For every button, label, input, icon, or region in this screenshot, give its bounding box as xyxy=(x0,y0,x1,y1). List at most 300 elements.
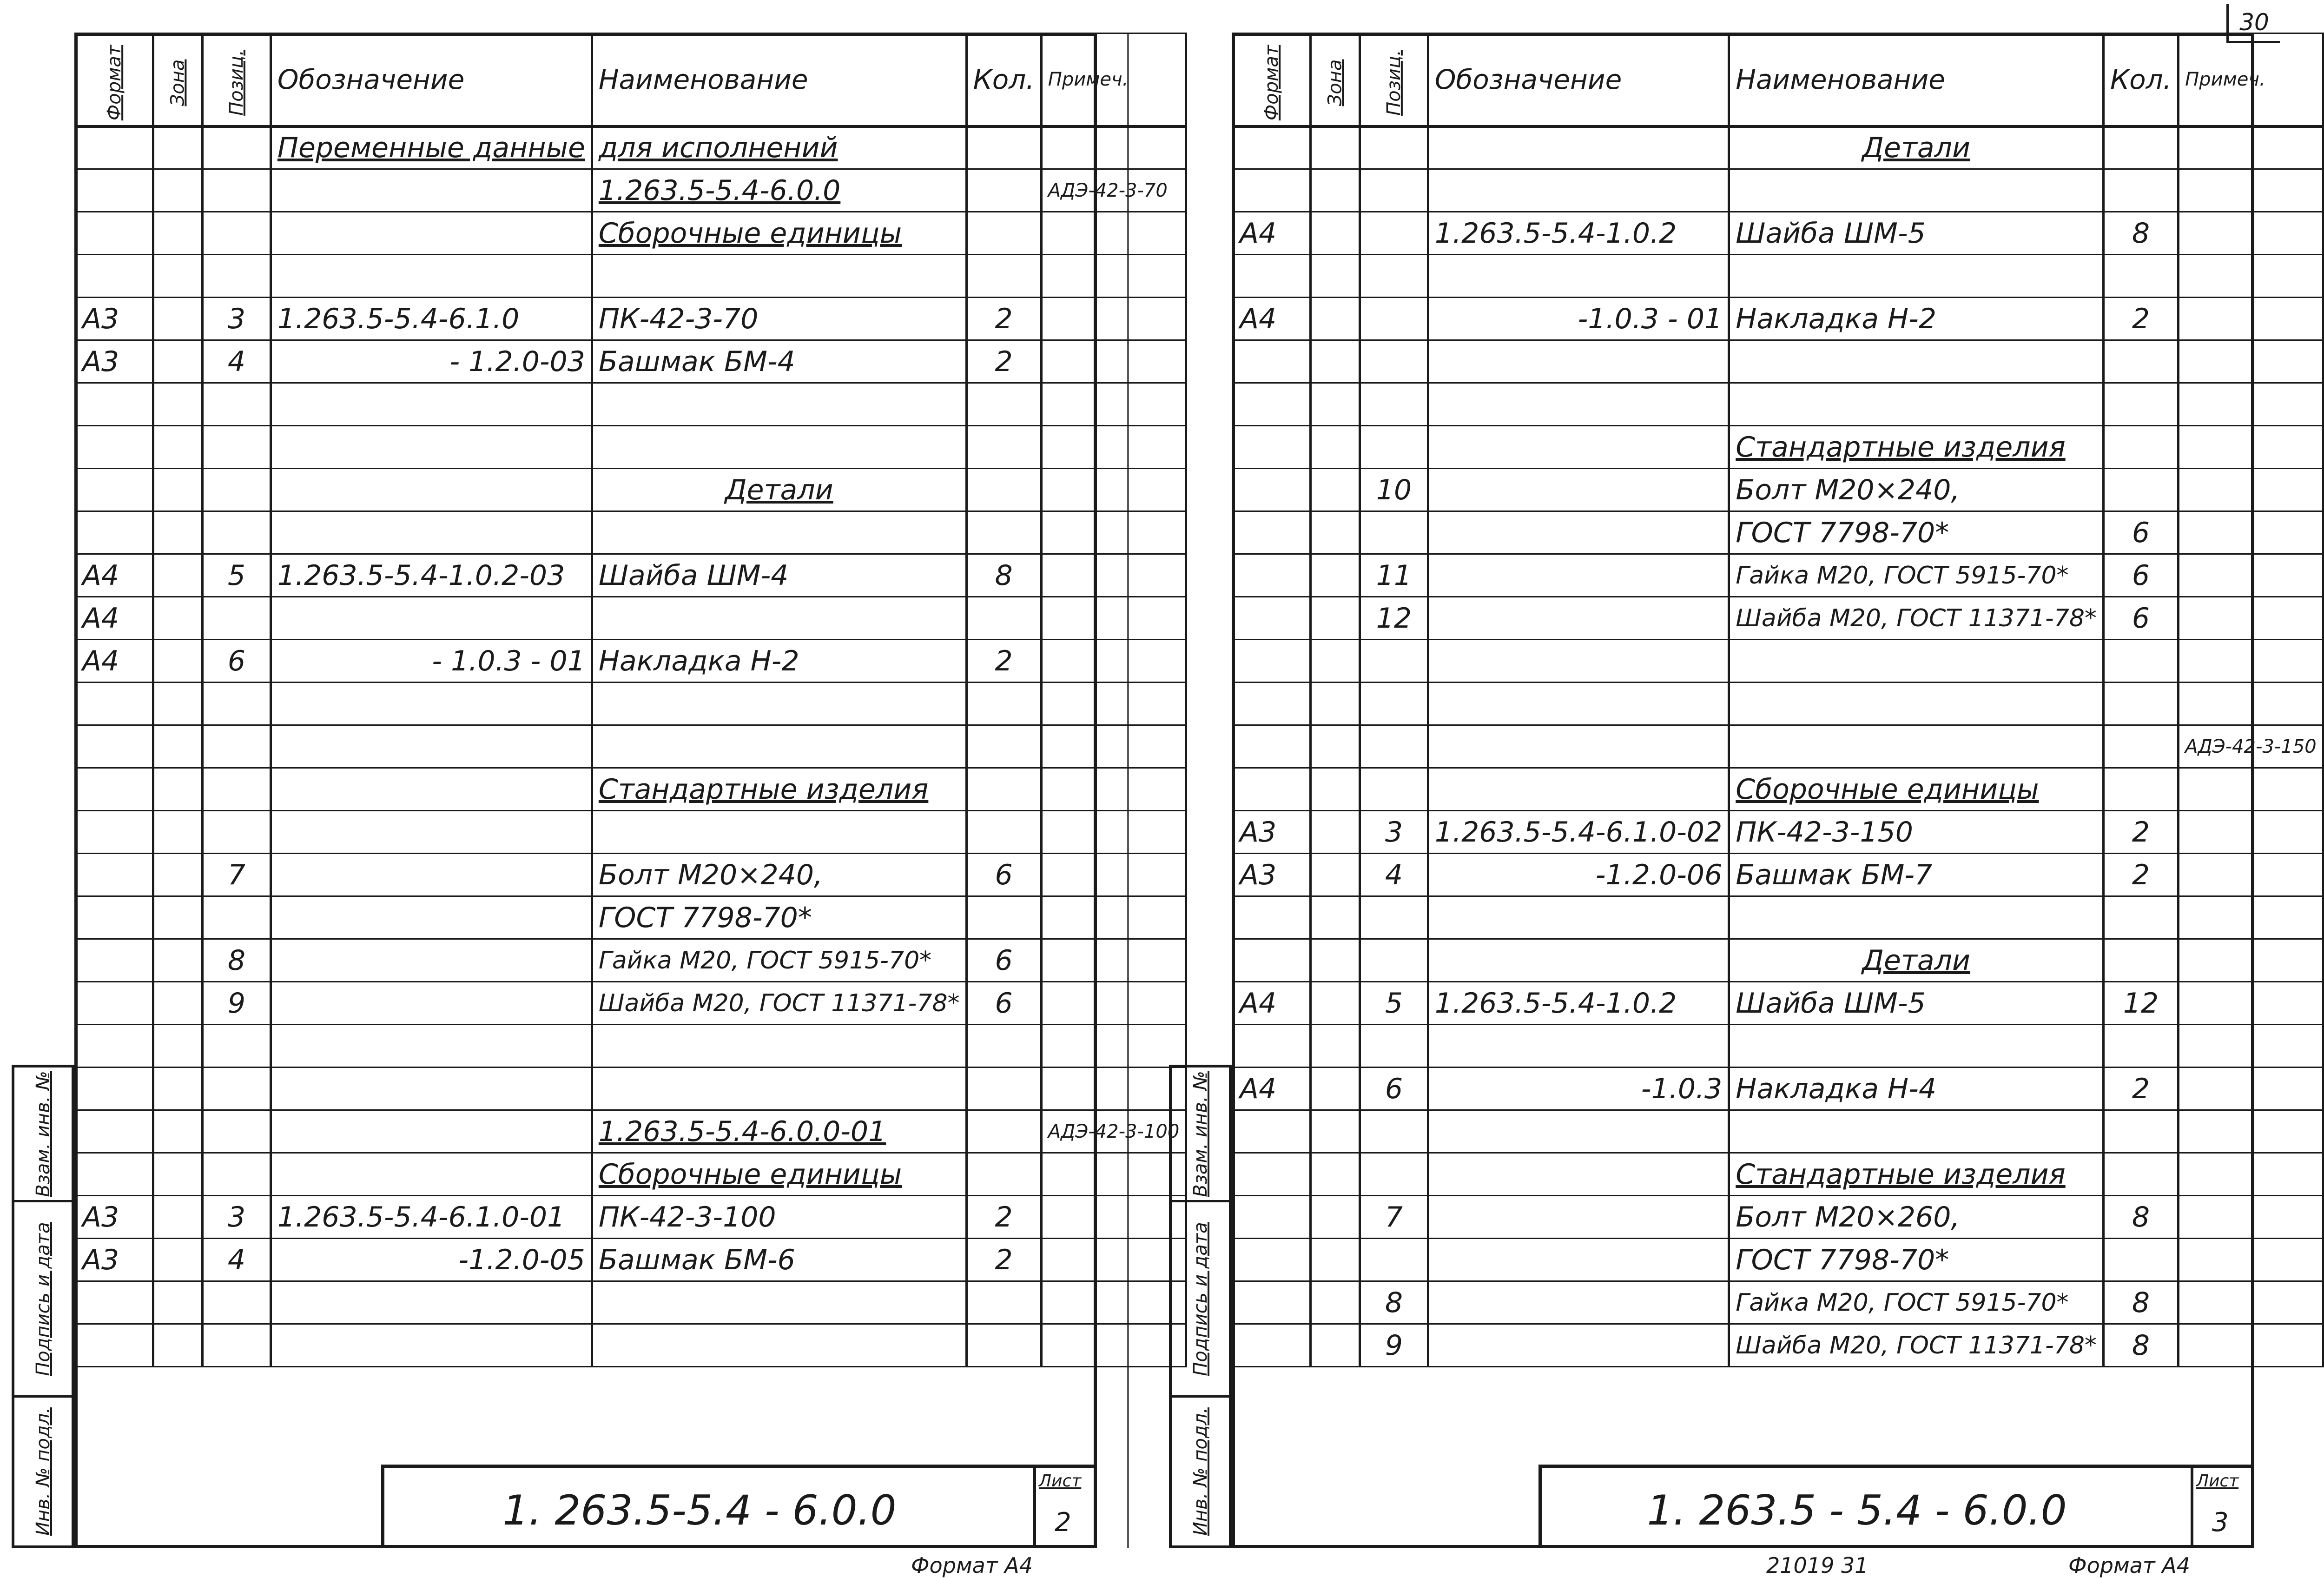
cell-zone xyxy=(1311,1196,1360,1239)
cell-zone xyxy=(153,1067,203,1110)
cell-format xyxy=(76,1110,153,1153)
cell-position xyxy=(1360,683,1428,725)
table-row xyxy=(1233,126,2324,169)
cell-qty: 2 xyxy=(2103,811,2178,854)
cell-format: А3 xyxy=(76,340,153,383)
cell-format xyxy=(1233,426,1311,469)
cell-note xyxy=(2179,683,2324,725)
cell-qty: 6 xyxy=(2103,554,2178,597)
cell-position xyxy=(203,1067,271,1110)
cell-format: А3 xyxy=(76,1196,153,1239)
cell-note xyxy=(1041,939,1186,982)
table-row xyxy=(1233,1110,2324,1153)
cell-designation xyxy=(271,1324,592,1367)
cell-position: 4 xyxy=(203,1239,271,1281)
table-row xyxy=(76,1196,1186,1239)
cell-name: Шайба ШМ-5 xyxy=(1729,982,2104,1025)
cell-zone xyxy=(153,982,203,1025)
cell-designation xyxy=(271,597,592,640)
table-row xyxy=(1233,1153,2324,1196)
cell-format xyxy=(76,725,153,768)
cell-position xyxy=(1360,298,1428,340)
cell-zone xyxy=(153,126,203,169)
table-row xyxy=(76,1239,1186,1281)
cell-format xyxy=(76,1281,153,1324)
table-row xyxy=(76,725,1186,768)
col-header-note: Примеч. xyxy=(1041,33,1186,126)
cell-name: Стандартные изделия xyxy=(592,768,966,811)
cell-format xyxy=(1233,1196,1311,1239)
cell-name: ГОСТ 7798-70* xyxy=(1729,511,2104,554)
cell-qty: 2 xyxy=(2103,298,2178,340)
cell-designation xyxy=(271,683,592,725)
cell-qty xyxy=(966,768,1041,811)
cell-qty xyxy=(2103,1239,2178,1281)
table-row xyxy=(76,298,1186,340)
cell-position: 7 xyxy=(203,854,271,896)
cell-zone xyxy=(1311,1110,1360,1153)
cell-designation: -1.0.3 - 01 xyxy=(1428,298,1729,340)
cell-note xyxy=(2179,1025,2324,1067)
document-code: 1. 263.5 - 5.4 - 6.0.0 xyxy=(1647,1486,2067,1534)
cell-qty: 12 xyxy=(2103,982,2178,1025)
cell-position: 5 xyxy=(1360,982,1428,1025)
cell-qty xyxy=(966,212,1041,255)
cell-designation xyxy=(271,1110,592,1153)
cell-format: А4 xyxy=(76,640,153,683)
cell-designation xyxy=(271,383,592,426)
cell-name: Болт М20×240, xyxy=(1729,469,2104,511)
table-row xyxy=(76,469,1186,511)
cell-name: 1.263.5-5.4-6.0.0-01 xyxy=(592,1110,966,1153)
sheet-number: 3 xyxy=(2212,1507,2229,1538)
cell-name xyxy=(1729,340,2104,383)
cell-position xyxy=(203,597,271,640)
col-header-position: Позиц. xyxy=(1360,33,1428,126)
cell-note xyxy=(2179,854,2324,896)
cell-zone xyxy=(1311,1025,1360,1067)
cell-qty xyxy=(2103,255,2178,298)
cell-zone xyxy=(153,683,203,725)
table-row xyxy=(76,511,1186,554)
cell-zone xyxy=(1311,640,1360,683)
cell-zone xyxy=(153,640,203,683)
cell-name xyxy=(1729,255,2104,298)
cell-designation xyxy=(271,511,592,554)
cell-position xyxy=(203,768,271,811)
cell-name: ПК-42-3-70 xyxy=(592,298,966,340)
cell-name xyxy=(592,383,966,426)
table-row xyxy=(1233,1025,2324,1067)
side-cell-inv-repl: Взам. инв. № xyxy=(1172,1067,1229,1202)
cell-note xyxy=(2179,169,2324,212)
cell-format xyxy=(76,426,153,469)
cell-note: АДЭ-42-3-150 xyxy=(2179,725,2324,768)
cell-note xyxy=(2179,939,2324,982)
specification-table xyxy=(1232,33,2324,1367)
cell-designation: 1.263.5-5.4-1.0.2 xyxy=(1428,982,1729,1025)
cell-position xyxy=(1360,511,1428,554)
cell-note xyxy=(1041,683,1186,725)
cell-name: Детали xyxy=(1729,939,2104,982)
cell-format xyxy=(1233,1025,1311,1067)
cell-note xyxy=(1041,811,1186,854)
sheet-number-cell xyxy=(1033,1468,1094,1545)
cell-position: 10 xyxy=(1360,469,1428,511)
cell-note xyxy=(1041,511,1186,554)
table-row xyxy=(76,554,1186,597)
cell-format xyxy=(76,1067,153,1110)
cell-format xyxy=(1233,683,1311,725)
specification-table xyxy=(74,33,1187,1367)
table-row xyxy=(1233,939,2324,982)
cell-position xyxy=(1360,1110,1428,1153)
cell-name: Детали xyxy=(592,469,966,511)
cell-name xyxy=(592,511,966,554)
cell-name xyxy=(1729,1110,2104,1153)
cell-note xyxy=(2179,298,2324,340)
cell-note xyxy=(2179,896,2324,939)
cell-name: Сборочные единицы xyxy=(592,1153,966,1196)
cell-format xyxy=(1233,255,1311,298)
cell-format xyxy=(76,169,153,212)
cell-format xyxy=(76,683,153,725)
cell-note xyxy=(2179,383,2324,426)
cell-note xyxy=(2179,212,2324,255)
cell-name: Шайба ШМ-4 xyxy=(592,554,966,597)
cell-zone xyxy=(1311,768,1360,811)
cell-note xyxy=(2179,340,2324,383)
cell-designation xyxy=(1428,1153,1729,1196)
cell-format xyxy=(1233,640,1311,683)
side-cell-inv-orig: Инв. № подл. xyxy=(1189,1407,1211,1536)
cell-format: А4 xyxy=(1233,982,1311,1025)
table-row xyxy=(76,640,1186,683)
cell-designation xyxy=(271,1067,592,1110)
cell-zone xyxy=(153,768,203,811)
table-row xyxy=(1233,768,2324,811)
cell-designation xyxy=(271,169,592,212)
cell-zone xyxy=(153,340,203,383)
table-row xyxy=(76,126,1186,169)
table-row xyxy=(1233,1239,2324,1281)
cell-name: Шайба М20, ГОСТ 11371-78* xyxy=(592,982,966,1025)
cell-designation xyxy=(1428,896,1729,939)
cell-qty: 8 xyxy=(2103,1281,2178,1324)
col-header-position: Позиц. xyxy=(203,33,271,126)
cell-format: А4 xyxy=(1233,1067,1311,1110)
cell-name: Шайба М20, ГОСТ 11371-78* xyxy=(1729,1324,2104,1367)
table-row xyxy=(1233,597,2324,640)
cell-format xyxy=(1233,768,1311,811)
cell-zone xyxy=(1311,896,1360,939)
cell-position: 12 xyxy=(1360,597,1428,640)
cell-position: 7 xyxy=(1360,1196,1428,1239)
cell-name xyxy=(592,683,966,725)
cell-format xyxy=(76,854,153,896)
table-row xyxy=(1233,255,2324,298)
cell-position xyxy=(203,725,271,768)
cell-zone xyxy=(153,725,203,768)
cell-qty: 6 xyxy=(966,982,1041,1025)
cell-note: АДЭ-42-3-100 xyxy=(1041,1110,1186,1153)
cell-designation: 1.263.5-5.4-1.0.2-03 xyxy=(271,554,592,597)
cell-zone xyxy=(153,896,203,939)
cell-qty xyxy=(2103,1025,2178,1067)
table-row xyxy=(76,1324,1186,1367)
cell-zone xyxy=(1311,939,1360,982)
cell-zone xyxy=(153,169,203,212)
cell-zone xyxy=(153,1025,203,1067)
cell-zone xyxy=(1311,426,1360,469)
cell-position xyxy=(1360,1239,1428,1281)
cell-note xyxy=(1041,469,1186,511)
cell-position: 6 xyxy=(1360,1067,1428,1110)
cell-name xyxy=(592,426,966,469)
cell-designation xyxy=(1428,255,1729,298)
cell-zone xyxy=(1311,469,1360,511)
cell-note xyxy=(1041,725,1186,768)
cell-position xyxy=(1360,212,1428,255)
cell-designation xyxy=(271,1153,592,1196)
table-body xyxy=(1233,126,2324,1367)
cell-position xyxy=(1360,126,1428,169)
cell-format xyxy=(76,126,153,169)
col-header-zone: Зона xyxy=(1311,33,1360,126)
cell-designation xyxy=(1428,768,1729,811)
col-header-designation: Обозначение xyxy=(271,33,592,126)
cell-zone xyxy=(153,383,203,426)
cell-position: 4 xyxy=(1360,854,1428,896)
cell-qty: 8 xyxy=(2103,212,2178,255)
title-block xyxy=(381,1465,1097,1548)
cell-note xyxy=(1041,1025,1186,1067)
cell-position xyxy=(1360,768,1428,811)
cell-zone xyxy=(1311,597,1360,640)
table-row xyxy=(1233,554,2324,597)
page-number-mark: 30 xyxy=(2226,4,2280,43)
cell-zone xyxy=(1311,683,1360,725)
cell-designation: - 1.0.3 - 01 xyxy=(271,640,592,683)
cell-note xyxy=(2179,1110,2324,1153)
cell-name: Шайба ШМ-5 xyxy=(1729,212,2104,255)
cell-zone xyxy=(1311,725,1360,768)
table-row xyxy=(76,1153,1186,1196)
cell-designation: 1.263.5-5.4-6.1.0 xyxy=(271,298,592,340)
side-cell-inv-orig: Инв. № подл. xyxy=(32,1407,54,1536)
cell-qty xyxy=(966,597,1041,640)
stamp-code: 21019 31 xyxy=(1766,1553,1868,1578)
cell-position xyxy=(1360,255,1428,298)
cell-designation xyxy=(1428,1239,1729,1281)
col-header-zone: Зона xyxy=(153,33,203,126)
table-row xyxy=(1233,383,2324,426)
cell-qty xyxy=(966,1324,1041,1367)
cell-qty: 2 xyxy=(2103,1067,2178,1110)
cell-qty xyxy=(966,383,1041,426)
table-row xyxy=(1233,298,2324,340)
cell-designation xyxy=(271,212,592,255)
cell-name xyxy=(1729,169,2104,212)
cell-zone xyxy=(1311,1153,1360,1196)
cell-format xyxy=(76,383,153,426)
sheet-label: Лист xyxy=(2196,1472,2239,1491)
cell-zone xyxy=(1311,255,1360,298)
cell-qty: 8 xyxy=(2103,1324,2178,1367)
cell-note xyxy=(2179,1153,2324,1196)
cell-format xyxy=(1233,169,1311,212)
cell-designation xyxy=(1428,683,1729,725)
cell-designation xyxy=(1428,597,1729,640)
table-row xyxy=(1233,982,2324,1025)
cell-zone xyxy=(153,554,203,597)
cell-note xyxy=(1041,1067,1186,1110)
cell-position: 9 xyxy=(203,982,271,1025)
cell-format xyxy=(1233,896,1311,939)
cell-note xyxy=(2179,255,2324,298)
cell-qty xyxy=(2103,683,2178,725)
cell-format xyxy=(76,811,153,854)
cell-qty xyxy=(2103,340,2178,383)
cell-format xyxy=(1233,1324,1311,1367)
cell-qty: 6 xyxy=(966,854,1041,896)
cell-position xyxy=(1360,1153,1428,1196)
cell-zone xyxy=(1311,982,1360,1025)
cell-name xyxy=(1729,640,2104,683)
cell-note xyxy=(1041,768,1186,811)
cell-qty xyxy=(2103,126,2178,169)
cell-format xyxy=(1233,126,1311,169)
cell-position: 9 xyxy=(1360,1324,1428,1367)
cell-position xyxy=(203,1324,271,1367)
cell-qty: 8 xyxy=(966,554,1041,597)
cell-format xyxy=(1233,383,1311,426)
table-row xyxy=(76,212,1186,255)
cell-designation xyxy=(1428,1281,1729,1324)
cell-qty xyxy=(966,1153,1041,1196)
cell-name: Башмак БМ-4 xyxy=(592,340,966,383)
cell-zone xyxy=(1311,383,1360,426)
cell-note xyxy=(2179,126,2324,169)
cell-zone xyxy=(1311,554,1360,597)
cell-designation xyxy=(271,1025,592,1067)
cell-qty xyxy=(2103,383,2178,426)
cell-name: Болт М20×240, xyxy=(592,854,966,896)
cell-format xyxy=(76,768,153,811)
cell-name xyxy=(1729,725,2104,768)
cell-position xyxy=(203,811,271,854)
cell-format xyxy=(1233,554,1311,597)
cell-position xyxy=(203,1281,271,1324)
cell-format xyxy=(76,1025,153,1067)
col-header-name: Наименование xyxy=(592,33,966,126)
cell-format xyxy=(76,469,153,511)
cell-format: А3 xyxy=(1233,854,1311,896)
title-block xyxy=(1538,1465,2254,1548)
cell-qty xyxy=(966,896,1041,939)
cell-note xyxy=(2179,554,2324,597)
cell-format xyxy=(76,255,153,298)
table-row xyxy=(76,896,1186,939)
table-header-row xyxy=(76,33,1186,126)
cell-designation xyxy=(1428,126,1729,169)
cell-qty xyxy=(966,1110,1041,1153)
cell-note xyxy=(1041,255,1186,298)
cell-name: ГОСТ 7798-70* xyxy=(1729,1239,2104,1281)
cell-name xyxy=(592,1067,966,1110)
side-cell-inv-repl: Взам. инв. № xyxy=(14,1067,72,1202)
side-cell-sign-date: Подпись и дата xyxy=(1172,1202,1229,1398)
cell-name xyxy=(592,1281,966,1324)
cell-zone xyxy=(153,939,203,982)
cell-position xyxy=(1360,426,1428,469)
cell-name: Накладка Н-2 xyxy=(592,640,966,683)
cell-designation: -1.2.0-06 xyxy=(1428,854,1729,896)
cell-designation xyxy=(1428,1324,1729,1367)
table-row xyxy=(1233,725,2324,768)
cell-qty xyxy=(966,426,1041,469)
cell-note xyxy=(2179,511,2324,554)
table-row xyxy=(1233,469,2324,511)
cell-name: Сборочные единицы xyxy=(592,212,966,255)
table-row xyxy=(76,768,1186,811)
cell-name: ПК-42-3-150 xyxy=(1729,811,2104,854)
cell-qty xyxy=(2103,426,2178,469)
cell-position xyxy=(203,126,271,169)
cell-name: Болт М20×260, xyxy=(1729,1196,2104,1239)
cell-designation: Переменные данные xyxy=(271,126,592,169)
table-row xyxy=(1233,426,2324,469)
document-code: 1. 263.5-5.4 - 6.0.0 xyxy=(502,1486,897,1534)
cell-name xyxy=(1729,1025,2104,1067)
cell-name: Накладка Н-4 xyxy=(1729,1067,2104,1110)
cell-format: А4 xyxy=(76,554,153,597)
cell-name: ПК-42-3-100 xyxy=(592,1196,966,1239)
table-row xyxy=(76,1281,1186,1324)
sheet-label: Лист xyxy=(1039,1472,1082,1491)
cell-designation: -1.0.3 xyxy=(1428,1067,1729,1110)
cell-position: 8 xyxy=(203,939,271,982)
cell-note xyxy=(2179,811,2324,854)
cell-position xyxy=(203,683,271,725)
cell-note xyxy=(2179,982,2324,1025)
col-header-qty: Кол. xyxy=(966,33,1041,126)
cell-position xyxy=(203,1110,271,1153)
cell-name: Накладка Н-2 xyxy=(1729,298,2104,340)
cell-qty xyxy=(2103,469,2178,511)
cell-format: А3 xyxy=(1233,811,1311,854)
cell-qty: 2 xyxy=(966,298,1041,340)
cell-qty xyxy=(966,469,1041,511)
cell-note xyxy=(1041,1153,1186,1196)
cell-note xyxy=(1041,1196,1186,1239)
cell-note xyxy=(1041,126,1186,169)
table-row xyxy=(1233,1067,2324,1110)
cell-name xyxy=(1729,383,2104,426)
cell-zone xyxy=(153,212,203,255)
cell-qty xyxy=(966,1025,1041,1067)
cell-designation xyxy=(1428,1110,1729,1153)
cell-position xyxy=(203,1025,271,1067)
cell-zone xyxy=(1311,511,1360,554)
table-row xyxy=(76,426,1186,469)
cell-name: Башмак БМ-6 xyxy=(592,1239,966,1281)
cell-position: 5 xyxy=(203,554,271,597)
cell-name: для исполнений xyxy=(592,126,966,169)
table-row xyxy=(76,1110,1186,1153)
table-row xyxy=(76,811,1186,854)
cell-qty: 2 xyxy=(966,1196,1041,1239)
